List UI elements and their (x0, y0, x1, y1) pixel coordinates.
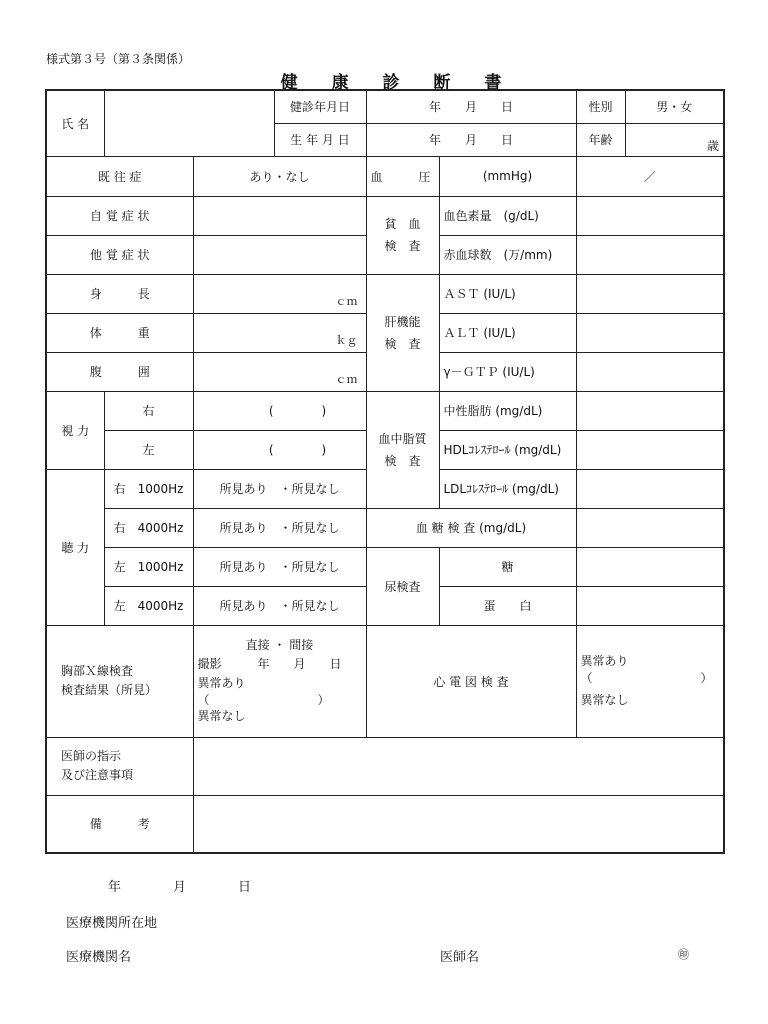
ldl-label: LDLｺﾚｽﾃﾛｰﾙ (mg/dL) (439, 469, 576, 508)
weight-label: 体 重 (46, 313, 193, 352)
triglyceride-field[interactable] (576, 391, 724, 430)
bp-label: 血 圧 (366, 156, 439, 196)
ast-field[interactable] (576, 274, 724, 313)
hdl-field[interactable] (576, 430, 724, 469)
waist-label: 腹 囲 (46, 352, 193, 391)
liver-group-label: 肝機能 検 査 (366, 274, 439, 391)
form-reference: 様式第３号（第３条関係） (46, 52, 191, 66)
vision-right-field[interactable]: ( ) (193, 391, 366, 430)
hearing-left-1000-field[interactable]: 所見あり ・所見なし (193, 547, 366, 586)
anemia-group-label: 貧 血 検 査 (366, 196, 439, 274)
ecg-label: 心 電 図 検 査 (366, 625, 576, 737)
xray-paren: （ ） (197, 693, 330, 707)
hearing-right-1000-field[interactable]: 所見あり ・所見なし (193, 469, 366, 508)
subjective-symptoms-label: 自 覚 症 状 (46, 196, 193, 235)
lipid-group-label: 血中脂質 検 査 (366, 391, 439, 508)
hemoglobin-field[interactable] (576, 196, 724, 235)
birth-date-field[interactable]: 年 月 日 (366, 123, 576, 156)
height-field[interactable] (193, 274, 366, 313)
health-certificate-table (45, 89, 725, 854)
hearing-right-1000-label: 右 1000Hz (104, 469, 193, 508)
alt-label: ＡＬＴ (IU/L) (439, 313, 576, 352)
hearing-right-4000-label: 右 4000Hz (104, 508, 193, 547)
vision-right-label: 右 (104, 391, 193, 430)
birth-date-label: 生 年 月 日 (274, 123, 366, 156)
ecg-paren: （ ） (580, 671, 713, 685)
weight-field[interactable] (193, 313, 366, 352)
hearing-right-4000-field[interactable]: 所見あり ・所見なし (193, 508, 366, 547)
ast-label: ＡＳＴ (IU/L) (439, 274, 576, 313)
ecg-normal: 異常なし (580, 693, 629, 707)
glucose-field[interactable] (576, 508, 724, 547)
remarks-field[interactable] (193, 795, 724, 853)
objective-symptoms-field[interactable] (193, 235, 366, 274)
subjective-symptoms-field[interactable] (193, 196, 366, 235)
doctor-notes-label: 医師の指示 及び注意事項 (46, 737, 193, 795)
footer-date[interactable]: 年 月 日 (108, 880, 252, 895)
history-field[interactable]: あり・なし (193, 156, 366, 196)
xray-label: 胸部Ｘ線検査 検査結果（所見） (46, 625, 193, 737)
urine-protein-field[interactable] (576, 586, 724, 625)
xray-method: 直接 ・ 間接 (245, 638, 314, 652)
age-label: 年齢 (576, 123, 625, 156)
age-field[interactable] (625, 123, 724, 156)
weight-unit: ｋｇ (335, 333, 358, 347)
hearing-label: 聴 力 (46, 469, 104, 625)
vision-label: 視 力 (46, 391, 104, 469)
sex-label: 性別 (576, 90, 625, 123)
ggtp-field[interactable] (576, 352, 724, 391)
xray-date: 撮影 年 月 日 (197, 657, 342, 671)
rbc-field[interactable] (576, 235, 724, 274)
bp-field[interactable]: ／ (576, 156, 724, 196)
hemoglobin-label: 血色素量 (g/dL) (439, 196, 576, 235)
xray-abnormal: 異常あり (197, 676, 246, 690)
hearing-left-4000-label: 左 4000Hz (104, 586, 193, 625)
institution-name-label: 医療機関名 (66, 950, 132, 965)
ecg-abnormal: 異常あり (580, 654, 629, 668)
urine-protein-label: 蛋 白 (439, 586, 576, 625)
glucose-label: 血 糖 検 査 (mg/dL) (366, 508, 576, 547)
hearing-left-1000-label: 左 1000Hz (104, 547, 193, 586)
doctor-notes-field[interactable] (193, 737, 724, 795)
document-title: 健 康 診 断 書 (280, 73, 516, 93)
ldl-field[interactable] (576, 469, 724, 508)
urine-label: 尿検査 (366, 547, 439, 625)
triglyceride-label: 中性脂肪 (mg/dL) (439, 391, 576, 430)
waist-unit: ｃｍ (335, 372, 358, 386)
urine-sugar-field[interactable] (576, 547, 724, 586)
hdl-label: HDLｺﾚｽﾃﾛｰﾙ (mg/dL) (439, 430, 576, 469)
urine-sugar-label: 糖 (439, 547, 576, 586)
sex-field[interactable]: 男・女 (625, 90, 724, 123)
height-unit: ｃｍ (335, 294, 358, 308)
exam-date-field[interactable]: 年 月 日 (366, 90, 576, 123)
vision-left-label: 左 (104, 430, 193, 469)
name-field[interactable] (104, 90, 274, 156)
alt-field[interactable] (576, 313, 724, 352)
vision-left-field[interactable]: ( ) (193, 430, 366, 469)
xray-normal: 異常なし (197, 709, 246, 723)
xray-field[interactable] (193, 625, 366, 737)
objective-symptoms-label: 他 覚 症 状 (46, 235, 193, 274)
bp-unit: (mmHg) (439, 156, 576, 196)
name-label: 氏 名 (46, 90, 104, 156)
seal-mark: ㊞ (678, 948, 689, 961)
age-unit: 歳 (707, 139, 720, 153)
doctor-name-label: 医師名 (440, 950, 480, 965)
remarks-label: 備 考 (46, 795, 193, 853)
ecg-field[interactable] (576, 625, 724, 737)
hearing-left-4000-field[interactable]: 所見あり ・所見なし (193, 586, 366, 625)
waist-field[interactable] (193, 352, 366, 391)
institution-address-label: 医療機関所在地 (66, 916, 158, 931)
height-label: 身 長 (46, 274, 193, 313)
ggtp-label: γ－ＧＴＰ (IU/L) (439, 352, 576, 391)
history-label: 既 往 症 (46, 156, 193, 196)
exam-date-label: 健診年月日 (274, 90, 366, 123)
rbc-label: 赤血球数 (万/mm) (439, 235, 576, 274)
